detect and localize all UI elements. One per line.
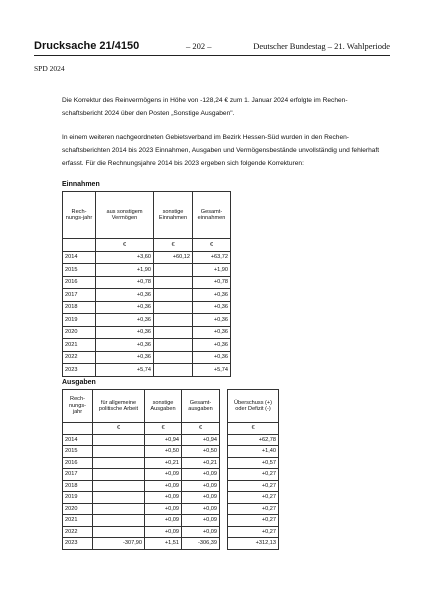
value-cell bbox=[154, 301, 193, 314]
unit-cell bbox=[63, 423, 93, 435]
table-row bbox=[63, 492, 220, 504]
value-cell: +0,09 bbox=[182, 469, 220, 481]
value-cell bbox=[154, 264, 193, 277]
value-cell: +63,72 bbox=[193, 251, 231, 264]
year-cell: 2017 bbox=[63, 289, 96, 302]
document-number: Drucksache 21/4150 bbox=[34, 40, 140, 52]
value-cell bbox=[154, 314, 193, 327]
table-row bbox=[228, 469, 279, 481]
value-cell: -306,39 bbox=[182, 538, 220, 550]
year-cell: 2021 bbox=[63, 515, 93, 527]
value-cell: +0,57 bbox=[228, 457, 279, 469]
table-row bbox=[228, 515, 279, 527]
value-cell: +0,27 bbox=[228, 515, 279, 527]
table-row bbox=[63, 264, 231, 277]
year-cell: 2022 bbox=[63, 526, 93, 538]
value-cell: +0,09 bbox=[145, 515, 182, 527]
value-cell: +1,40 bbox=[228, 446, 279, 458]
table-row bbox=[63, 351, 231, 364]
value-cell bbox=[154, 289, 193, 302]
table-row bbox=[63, 326, 231, 339]
year-cell: 2019 bbox=[63, 314, 96, 327]
paragraph-hessen-sued: In einem weiteren nachgeordneten Gebietsverband im Bezirk Hessen-Süd wurden in den Rechen-schaftsberichten 2014 bis 2023 Einnahmen, Ausgaben und Vermögensbestände unvollständig und fehlerhaft erfasst. Für die Rechnungsjahre 2014 bis 2023 ergeben sich folgende Korrekturen: bbox=[62, 134, 380, 167]
value-cell: +0,21 bbox=[182, 457, 220, 469]
year-cell: 2020 bbox=[63, 326, 96, 339]
column-header: Gesamt-ausgaben bbox=[182, 390, 220, 423]
value-cell: +0,21 bbox=[145, 457, 182, 469]
value-cell: +1,90 bbox=[193, 264, 231, 277]
table-row bbox=[63, 364, 231, 377]
einnahmen-table bbox=[62, 191, 231, 377]
value-cell: +0,36 bbox=[193, 326, 231, 339]
value-cell: +0,09 bbox=[145, 503, 182, 515]
value-cell: +0,94 bbox=[145, 434, 182, 446]
value-cell: +0,36 bbox=[193, 289, 231, 302]
table-row bbox=[228, 526, 279, 538]
column-header: sonstige Ausgaben bbox=[145, 390, 182, 423]
table-row bbox=[228, 457, 279, 469]
table-row bbox=[63, 314, 231, 327]
unit-cell: € bbox=[145, 423, 182, 435]
value-cell: +0,09 bbox=[145, 492, 182, 504]
unit-cell: € bbox=[182, 423, 220, 435]
year-cell: 2022 bbox=[63, 351, 96, 364]
value-cell: +0,09 bbox=[145, 469, 182, 481]
value-cell: +0,36 bbox=[193, 351, 231, 364]
value-cell bbox=[93, 446, 145, 458]
table-row bbox=[63, 276, 231, 289]
year-cell: 2016 bbox=[63, 457, 93, 469]
table-row bbox=[228, 503, 279, 515]
value-cell bbox=[154, 326, 193, 339]
value-cell: +0,50 bbox=[145, 446, 182, 458]
table-row bbox=[63, 251, 231, 264]
value-cell: +0,09 bbox=[182, 480, 220, 492]
table-row bbox=[63, 339, 231, 352]
year-cell: 2018 bbox=[63, 301, 96, 314]
value-cell: +0,36 bbox=[96, 351, 154, 364]
column-header: Rech-nungs-jahr bbox=[63, 390, 93, 423]
unit-row bbox=[63, 423, 220, 435]
table-row bbox=[63, 301, 231, 314]
value-cell bbox=[93, 469, 145, 481]
value-cell: +312,13 bbox=[228, 538, 279, 550]
value-cell: +0,09 bbox=[145, 526, 182, 538]
year-cell: 2014 bbox=[63, 251, 96, 264]
table-row bbox=[63, 446, 220, 458]
year-cell: 2020 bbox=[63, 503, 93, 515]
year-cell: 2023 bbox=[63, 538, 93, 550]
value-cell: +5,74 bbox=[193, 364, 231, 377]
value-cell: +0,50 bbox=[182, 446, 220, 458]
value-cell: +0,27 bbox=[228, 492, 279, 504]
value-cell: +0,27 bbox=[228, 469, 279, 481]
year-cell: 2015 bbox=[63, 446, 93, 458]
ausgaben-title: Ausgaben bbox=[62, 379, 96, 386]
value-cell bbox=[93, 457, 145, 469]
value-cell: -307,90 bbox=[93, 538, 145, 550]
value-cell: +62,78 bbox=[228, 434, 279, 446]
table-row bbox=[63, 480, 220, 492]
table-row bbox=[228, 492, 279, 504]
table-row bbox=[63, 526, 220, 538]
unit-row bbox=[228, 423, 279, 435]
value-cell: +0,36 bbox=[96, 339, 154, 352]
year-cell: 2014 bbox=[63, 434, 93, 446]
value-cell: +0,09 bbox=[145, 480, 182, 492]
year-cell: 2017 bbox=[63, 469, 93, 481]
column-header: Gesamt-einnahmen bbox=[193, 192, 231, 239]
column-header: sonstige Einnahmen bbox=[154, 192, 193, 239]
year-cell: 2021 bbox=[63, 339, 96, 352]
table-row bbox=[63, 289, 231, 302]
ausgaben-table bbox=[62, 389, 220, 550]
unit-cell bbox=[63, 239, 96, 252]
year-cell: 2018 bbox=[63, 480, 93, 492]
table-row bbox=[63, 515, 220, 527]
value-cell bbox=[154, 364, 193, 377]
section-subtitle: SPD 2024 bbox=[34, 64, 65, 73]
header-row bbox=[228, 390, 279, 423]
table-row bbox=[63, 434, 220, 446]
value-cell bbox=[93, 480, 145, 492]
table-row bbox=[228, 480, 279, 492]
header-row bbox=[63, 390, 220, 423]
value-cell: +0,09 bbox=[182, 492, 220, 504]
value-cell: +0,27 bbox=[228, 526, 279, 538]
header-rule bbox=[34, 55, 390, 56]
value-cell: +0,36 bbox=[193, 301, 231, 314]
page-number: – 202 – bbox=[186, 41, 212, 51]
table-row bbox=[63, 503, 220, 515]
value-cell bbox=[93, 526, 145, 538]
unit-cell: € bbox=[93, 423, 145, 435]
header-row bbox=[63, 192, 231, 239]
value-cell: +0,36 bbox=[193, 314, 231, 327]
value-cell bbox=[93, 492, 145, 504]
page-header bbox=[34, 40, 390, 54]
table-row bbox=[228, 434, 279, 446]
table-row bbox=[63, 469, 220, 481]
value-cell: +0,78 bbox=[193, 276, 231, 289]
value-cell bbox=[154, 339, 193, 352]
value-cell: +60,12 bbox=[154, 251, 193, 264]
value-cell bbox=[93, 515, 145, 527]
value-cell: +0,09 bbox=[182, 503, 220, 515]
year-cell: 2016 bbox=[63, 276, 96, 289]
value-cell: +0,27 bbox=[228, 503, 279, 515]
ueberschuss-table bbox=[227, 389, 279, 550]
value-cell bbox=[154, 351, 193, 364]
value-cell: +1,90 bbox=[96, 264, 154, 277]
value-cell: +0,27 bbox=[228, 480, 279, 492]
table-row bbox=[63, 538, 220, 550]
value-cell: +0,36 bbox=[96, 301, 154, 314]
unit-cell: € bbox=[193, 239, 231, 252]
value-cell: +0,94 bbox=[182, 434, 220, 446]
year-cell: 2023 bbox=[63, 364, 96, 377]
column-header: Rech-nungs-jahr bbox=[63, 192, 96, 239]
einnahmen-title: Einnahmen bbox=[62, 181, 100, 188]
unit-cell: € bbox=[154, 239, 193, 252]
value-cell bbox=[154, 276, 193, 289]
value-cell: +0,36 bbox=[96, 289, 154, 302]
unit-cell: € bbox=[96, 239, 154, 252]
value-cell: +5,74 bbox=[96, 364, 154, 377]
value-cell: +0,36 bbox=[96, 326, 154, 339]
table-row bbox=[228, 446, 279, 458]
value-cell: +0,09 bbox=[182, 526, 220, 538]
unit-row bbox=[63, 239, 231, 252]
year-cell: 2015 bbox=[63, 264, 96, 277]
table-row bbox=[228, 538, 279, 550]
value-cell: +0,36 bbox=[193, 339, 231, 352]
publisher: Deutscher Bundestag – 21. Wahlperiode bbox=[253, 41, 390, 51]
value-cell: +0,36 bbox=[96, 314, 154, 327]
value-cell: +0,09 bbox=[182, 515, 220, 527]
paragraph-correction: Die Korrektur des Reinvermögens in Höhe von -128,24 € zum 1. Januar 2024 erfolgte im Rechen-schaftsbericht 2024 über den Posten „Sonstige Ausgaben". bbox=[62, 97, 348, 117]
column-header: für allgemeine politische Arbeit bbox=[93, 390, 145, 423]
value-cell: +0,78 bbox=[96, 276, 154, 289]
value-cell: +1,51 bbox=[145, 538, 182, 550]
value-cell bbox=[93, 503, 145, 515]
table-row bbox=[63, 457, 220, 469]
column-header: Überschuss (+) oder Defizit (-) bbox=[228, 390, 279, 423]
column-header: aus sonstigem Vermögen bbox=[96, 192, 154, 239]
unit-cell: € bbox=[228, 423, 279, 435]
year-cell: 2019 bbox=[63, 492, 93, 504]
value-cell: +3,60 bbox=[96, 251, 154, 264]
value-cell bbox=[93, 434, 145, 446]
